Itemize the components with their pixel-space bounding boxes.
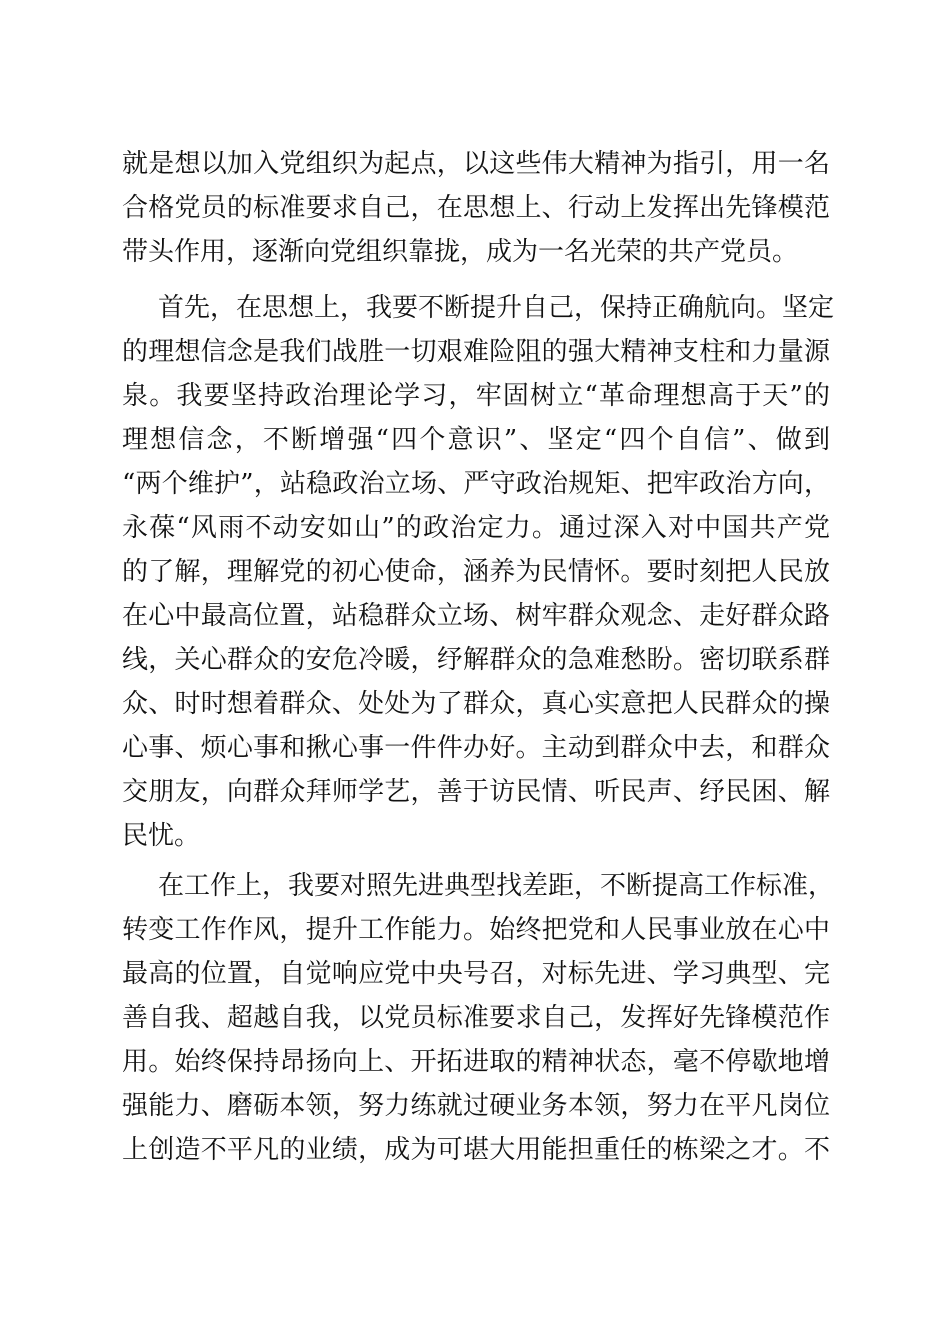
text-line: 上创造不平凡的业绩，成为可堪大用能担重任的栋梁之才。不 [122,1135,830,1165]
text-line: 用。始终保持昂扬向上、开拓进取的精神状态，毫不停歇地增 [122,1047,830,1077]
text-line: 泉。我要坚持政治理论学习，牢固树立“革命理想高于天”的 [122,381,830,411]
text-line: 转变工作作风，提升工作能力。始终把党和人民事业放在心中 [122,915,830,945]
text-line: 强能力、磨砺本领，努力练就过硬业务本领，努力在平凡岗位 [122,1091,830,1121]
text-line: 就是想以加入党组织为起点，以这些伟大精神为指引，用一名 [122,149,830,179]
text-line: 在工作上，我要对照先进典型找差距，不断提高工作标准， [158,871,835,901]
text-line: 交朋友，向群众拜师学艺，善于访民情、听民声、纾民困、解 [122,777,830,807]
text-line: 永葆“风雨不动安如山”的政治定力。通过深入对中国共产党 [122,513,830,543]
text-line: 心事、烦心事和揪心事一件件办好。主动到群众中去，和群众 [122,733,830,763]
text-line: 合格党员的标准要求自己，在思想上、行动上发挥出先锋模范 [122,193,830,223]
text-line: 带头作用，逐渐向党组织靠拢，成为一名光荣的共产党员。 [122,237,799,267]
text-line: 的理想信念是我们战胜一切艰难险阻的强大精神支柱和力量源 [122,337,830,367]
text-line: 的了解，理解党的初心使命，涵养为民情怀。要时刻把人民放 [122,557,830,587]
text-line: 线，关心群众的安危冷暖，纾解群众的急难愁盼。密切联系群 [122,645,830,675]
text-line: 首先，在思想上，我要不断提升自己，保持正确航向。坚定 [158,293,835,323]
text-line: 在心中最高位置，站稳群众立场、树牢群众观念、走好群众路 [122,601,830,631]
text-line: 民忧。 [122,821,201,851]
text-line: 最高的位置，自觉响应党中央号召，对标先进、学习典型、完 [122,959,830,989]
text-line: “两个维护”，站稳政治立场、严守政治规矩、把牢政治方向， [122,469,830,499]
text-line: 善自我、超越自我，以党员标准要求自己，发挥好先锋模范作 [122,1003,830,1033]
text-line: 理想信念，不断增强“四个意识”、坚定“四个自信”、做到 [122,425,830,455]
text-line: 众、时时想着群众、处处为了群众，真心实意把人民群众的操 [122,689,830,719]
